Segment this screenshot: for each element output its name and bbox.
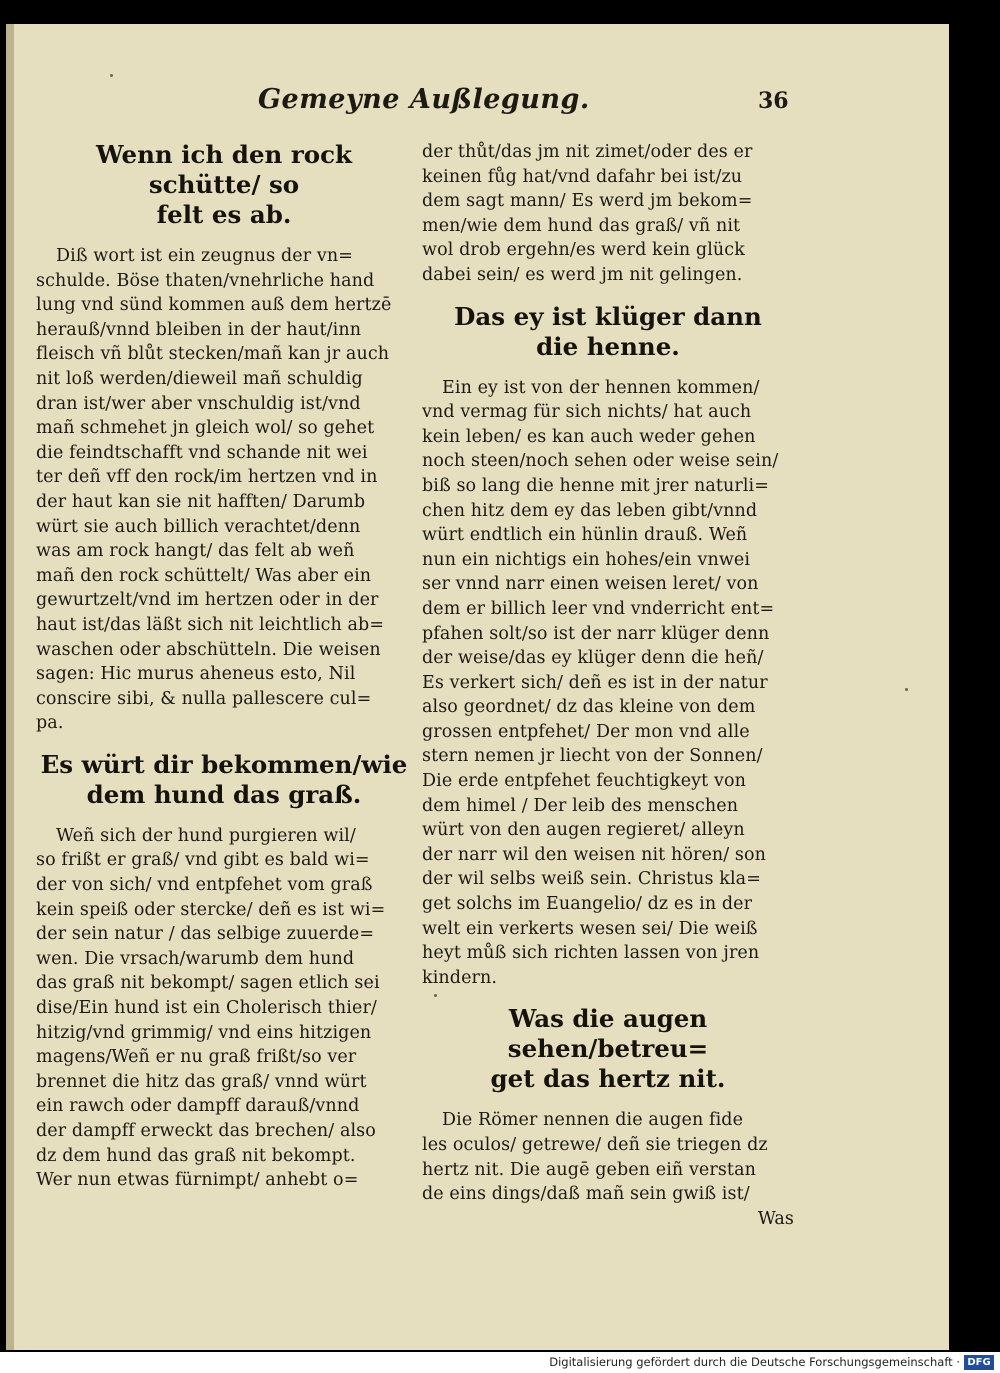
text-line: dise/Ein hund ist ein Cholerisch thier/ bbox=[36, 998, 377, 1019]
text-line: Diß wort ist ein zeugnus der vn= bbox=[56, 246, 353, 266]
text-line: Ein ey ist von der hennen kommen/ bbox=[442, 377, 760, 398]
text-line: ser vnnd narr einen weisen leret/ von bbox=[422, 574, 759, 595]
text-line: stern nemen jr liecht von der Sonnen/ bbox=[422, 746, 763, 767]
text-line: heyt můß sich richten lassen von jren bbox=[422, 943, 760, 964]
dfg-logo: DFG bbox=[964, 1355, 994, 1370]
text-line: Weñ sich der hund purgieren wil/ bbox=[56, 825, 356, 846]
text-line: get solchs im Euangelio/ dz es in der bbox=[422, 894, 753, 915]
text-line: dem himel / Der leib des menschen bbox=[422, 795, 739, 816]
text-line: was am rock hangt/ das felt ab weñ bbox=[36, 541, 355, 562]
text-line: hertz nit. Die augē geben eiñ verstan bbox=[422, 1159, 756, 1180]
section-heading bbox=[36, 750, 412, 810]
text-line: Es verkert sich/ deñ es ist in der natur bbox=[422, 672, 768, 693]
heading-line: Das ey ist klüger dann bbox=[454, 301, 762, 331]
heading-line: Wenn ich den rock schütte/ so bbox=[95, 140, 353, 199]
text-line: die feindtschafft vnd schande nit wei bbox=[36, 442, 368, 463]
text-line: haut ist/das läßt sich nit leichtlich ab= bbox=[36, 614, 385, 635]
text-line: der weise/das ey klüger denn die heñ/ bbox=[422, 648, 764, 669]
text-line: dran ist/wer aber vnschuldig ist/vnd bbox=[36, 393, 361, 414]
right-column bbox=[422, 140, 794, 1231]
ink-speck bbox=[905, 688, 908, 691]
left-column bbox=[36, 140, 412, 1193]
text-line: nun ein nichtigs ein hohes/ein vnwei bbox=[422, 549, 751, 570]
text-line: men/wie dem hund das graß/ vñ nit bbox=[422, 215, 741, 236]
text-line: sagen: Hic murus aheneus esto, Nil bbox=[36, 664, 356, 685]
text-line: kein speiß oder stercke/ deñ es ist wi= bbox=[36, 899, 386, 920]
text-line: wen. Die vrsach/warumb dem hund bbox=[36, 948, 355, 969]
text-line: waschen oder abschütteln. Die weisen bbox=[36, 639, 381, 660]
text-line: noch steen/noch sehen oder weise sein/ bbox=[422, 451, 779, 472]
heading-line: die henne. bbox=[536, 331, 680, 361]
text-line: mañ schmehet jn gleich wol/ so gehet bbox=[36, 418, 375, 439]
page-edge-shadow bbox=[6, 24, 14, 1350]
text-line: chen hitz dem ey das leben gibt/vnnd bbox=[422, 500, 758, 521]
text-line: pfahen solt/so ist der narr klüger denn bbox=[422, 623, 770, 644]
text-line: der von sich/ vnd entpfehet vom graß bbox=[36, 875, 373, 896]
text-line: würt endtlich ein hünlin drauß. Weñ bbox=[422, 525, 748, 546]
text-line: magens/Weñ er nu graß frißt/so ver bbox=[36, 1047, 357, 1068]
page-header bbox=[0, 84, 1000, 124]
funding-notice: Digitalisierung gefördert durch die Deutsche Forschungsgemeinschaft · bbox=[549, 1355, 960, 1369]
section-heading bbox=[422, 302, 794, 362]
text-line: dz dem hund das graß nit bekompt. bbox=[36, 1145, 356, 1166]
text-line: les oculos/ getrewe/ deñ sie triegen dz bbox=[422, 1135, 768, 1155]
section-gap bbox=[422, 288, 794, 302]
text-line: ein rawch oder dampff darauß/vnnd bbox=[36, 1096, 360, 1117]
text-line: der dampff erweckt das brechen/ also bbox=[36, 1121, 376, 1141]
text-line: gewurtzelt/vnd im hertzen oder in der bbox=[36, 590, 379, 611]
footer-bar bbox=[0, 1352, 1000, 1373]
text-line: das graß nit bekompt/ sagen etlich sei bbox=[36, 973, 380, 994]
text-line: der haut kan sie nit hafften/ Darumb bbox=[36, 491, 366, 512]
text-line: pa. bbox=[36, 713, 64, 734]
text-line: also geordnet/ dz das kleine von dem bbox=[422, 697, 756, 718]
text-line: dem er billich leer vnd vnderricht ent= bbox=[422, 598, 775, 619]
text-line: kindern. bbox=[422, 967, 498, 988]
section-gap bbox=[36, 736, 412, 750]
text-line: de eins dings/daß mañ sein gwiß ist/ bbox=[422, 1184, 750, 1205]
text-line: Die Römer nennen die augen fide bbox=[442, 1110, 744, 1131]
text-line: welt ein verkerts wesen sei/ Die weiß bbox=[422, 918, 758, 939]
text-line: mañ den rock schüttelt/ Was aber ein bbox=[36, 565, 372, 586]
text-line: nit loß werden/dieweil mañ schuldig bbox=[36, 368, 363, 389]
text-line: brennet die hitz das graß/ vnnd würt bbox=[36, 1071, 367, 1092]
text-line: dem sagt mann/ Es werd jm bekom= bbox=[422, 191, 753, 212]
text-line: würt sie auch billich verachtet/denn bbox=[36, 516, 361, 537]
text-line: der sein natur / das selbige zuuerde= bbox=[36, 924, 375, 945]
text-line: herauß/vnnd bleiben in der haut/inn bbox=[36, 319, 362, 340]
heading-line: felt es ab. bbox=[156, 200, 292, 229]
running-title: Gemeyne Außlegung. bbox=[258, 84, 590, 115]
text-line: kein leben/ es kan auch weder gehen bbox=[422, 426, 756, 447]
text-line: würt von den augen regieret/ alleyn bbox=[422, 820, 745, 841]
heading-line: Was die augen sehen/betreu= bbox=[507, 1004, 709, 1064]
text-line: lung vnd sünd kommen auß dem hertzē bbox=[36, 295, 392, 316]
text-line: Die erde entpfehet feuchtigkeyt von bbox=[422, 771, 746, 792]
text-line: der wil selbs weiß sein. Christus kla= bbox=[422, 869, 761, 890]
heading-line: Es würt dir bekommen/wie bbox=[40, 749, 408, 779]
text-line: der thůt/das jm nit zimet/oder des er bbox=[422, 142, 753, 162]
text-line: der narr wil den weisen nit hören/ son bbox=[422, 844, 767, 865]
text-line: schulde. Böse thaten/vnehrliche hand bbox=[36, 270, 375, 291]
text-line: conscire sibi, & nulla pallescere cul= bbox=[36, 688, 372, 709]
section-heading bbox=[36, 140, 412, 230]
text-line: hitzig/vnd grimmig/ vnd eins hitzigen bbox=[36, 1022, 372, 1043]
text-line: so frißt er graß/ vnd gibt es bald wi= bbox=[36, 850, 370, 871]
heading-line: dem hund das graß. bbox=[86, 779, 362, 809]
section-gap bbox=[422, 990, 794, 1004]
ink-speck bbox=[110, 74, 113, 77]
heading-line: get das hertz nit. bbox=[490, 1064, 726, 1094]
text-line: vnd vermag für sich nichts/ hat auch bbox=[422, 402, 752, 423]
text-line: fleisch vñ blůt stecken/mañ kan jr auch bbox=[36, 344, 390, 365]
text-line: grossen entpfehet/ Der mon vnd alle bbox=[422, 721, 750, 742]
text-line: wol drob ergehn/es werd kein glück bbox=[422, 240, 745, 261]
text-line: Wer nun etwas fürnimpt/ anhebt o= bbox=[36, 1170, 359, 1191]
text-line: ter deñ vff den rock/im hertzen vnd in bbox=[36, 467, 378, 488]
text-line: biß so lang die henne mit jrer naturli= bbox=[422, 475, 769, 496]
catchword: Was bbox=[757, 1208, 794, 1229]
text-line: keinen fůg hat/vnd dafahr bei ist/zu bbox=[422, 166, 743, 187]
section-heading bbox=[422, 1004, 794, 1094]
page-number: 36 bbox=[758, 88, 789, 114]
text-line: dabei sein/ es werd jm nit gelingen. bbox=[422, 264, 743, 285]
